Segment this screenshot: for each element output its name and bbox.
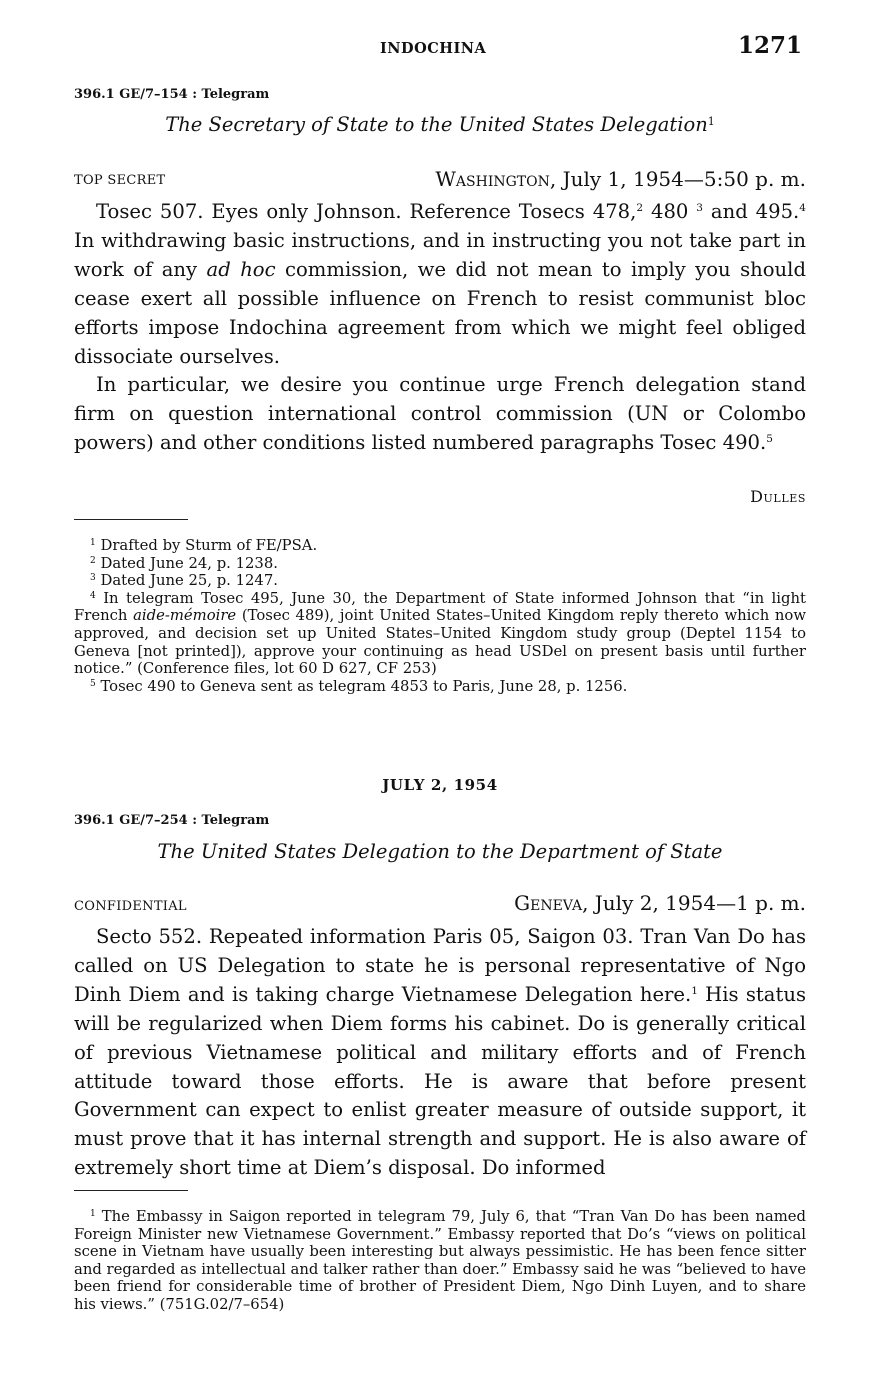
footnote-number: 3 [90,573,96,584]
classification-label: TOP SECRET [74,173,166,188]
italic-text: aide-mémoire [133,607,237,625]
footnote-text: The Embassy in Saigon reported in telegram 79, July 6, that “Tran Van Do has been named Foreign Minister new Vietnamese Government.” Embassy reported that Do’s “views on political scene in Vietnam have usually been interesting but always pessimistic. He has been fence sitter and regarded as intellectual and talker rather than doer.” Embassy said he was “believed to have been friend for considerable time of brother of President Diem, Ngo Dinh Luyen, and to share his views.” (751G.02/7–654) [74,1208,806,1313]
classification-label: CONFIDENTIAL [74,899,187,914]
text-run: His status will be regularized when Diem forms his cabinet. Do is generally critical of previous Vietnamese political and military efforts and of French attitude toward those efforts. He is aware that before present Government can expect to enlist greater measure of outside support, it must prove that it has internal strength and support. He is also aware of extremely short time at Diem’s disposal. Do informed [74,982,806,1180]
footnote [74,1208,806,1314]
dateline [435,167,806,191]
footnote-text: (Tosec 489), joint United States–United Kingdom reply thereto which now approved, and decision set up United States–United Kingdom study group (Deptel 1154 to Geneva [not printed]), approve your continuing as head USDel on present basis until further notice.” (Conference files, lot 60 D 627, CF 253) [74,607,806,678]
running-title: INDOCHINA [380,40,487,57]
section-date-heading: JULY 2, 1954 [382,776,498,794]
text-run: Tosec 507. Eyes only Johnson. Reference Tosecs 478, [96,200,637,223]
document-title-text: The Secretary of State to the United States Delegation [165,113,708,136]
footnote-marker: 3 [696,202,703,214]
footnotes-doc2 [74,1208,806,1314]
footnote-marker: 4 [799,202,806,214]
text-run: commission, we did not mean to imply you should cease exert all possible influence on French to resist communist bloc efforts impose Indochina agreement from which we might feel obliged dissociate ourselves. [74,257,806,368]
footnote-marker: 2 [636,202,644,214]
footnote-text: Dated June 24, p. 1238. [100,554,278,572]
footnote [74,537,806,555]
footnotes-doc1 [74,537,806,695]
footnote-text: Dated June 25, p. 1247. [100,572,278,590]
footnote-number: 2 [90,555,96,566]
dateline-place: Geneva [514,891,583,915]
text-run: In particular, we desire you continue urge French delegation stand firm on question international control commission (UN or Colombo powers) and other conditions listed numbered paragraphs Tosec 490. [74,373,806,455]
footnote-marker: 1 [707,115,715,128]
text-run: 480 [643,200,697,223]
document-title [0,113,880,136]
footnote-text: Tosec 490 to Geneva sent as telegram 4853 to Paris, June 28, p. 1256. [100,677,628,695]
dateline-date: , July 2, 1954—1 p. m. [582,891,806,915]
footnote-text: Drafted by Sturm of FE/PSA. [100,537,318,554]
footnote-number: 4 [90,590,96,601]
dateline-place: Washington [435,167,550,191]
text-run: In withdrawing basic instructions, and in instructing you not take part in work of any [74,228,806,281]
text-run: and 495. [702,200,800,223]
telegram-body [74,923,806,1183]
file-reference: 396.1 GE/7–254 : Telegram [74,813,270,828]
footnote [74,678,806,696]
file-reference: 396.1 GE/7–154 : Telegram [74,87,270,102]
telegram-body [74,198,806,458]
dateline-date: , July 1, 1954—5:50 p. m. [549,167,806,191]
footnote-number: 1 [90,538,96,548]
text-run: Secto 552. Repeated information Paris 05, Saigon 03. Tran Van Do has called on US Delegation to state he is personal representative of Ngo Dinh Diem and is taking charge Vietnamese Delegation here. [74,925,806,1006]
italic-text: ad hoc [206,257,276,281]
dateline [514,891,806,915]
footnote [74,555,806,573]
footnote-divider [74,519,188,520]
footnote-marker: 5 [766,433,773,446]
footnote-number: 1 [90,1209,96,1219]
footnote [74,572,806,590]
footnote [74,590,806,678]
document-title: The United States Delegation to the Department of State [157,840,723,863]
body-paragraph [74,923,806,1183]
page-number: 1271 [737,32,802,59]
body-paragraph [74,371,806,458]
footnote-number: 5 [90,678,96,689]
body-paragraph [74,198,806,371]
footnote-marker: 1 [691,984,698,997]
footnote-divider [74,1190,188,1191]
footnote-text: In telegram Tosec 495, June 30, the Department of State informed Johnson that “in light French [74,589,806,625]
signature: Dulles [750,487,806,506]
